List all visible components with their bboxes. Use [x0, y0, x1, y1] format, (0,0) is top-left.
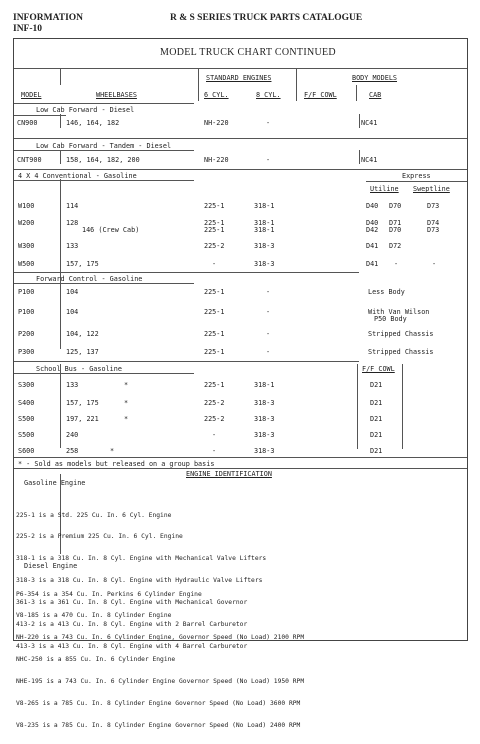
- table-row: S300: [18, 381, 35, 389]
- list-item: NH-220 is a 743 Cu. In. 6 Cylinder Engine, Governor Speed (No Load) 2100 RPM: [16, 634, 305, 642]
- header-standard-engines: STANDARD ENGINES: [206, 74, 272, 82]
- col-6cyl: 6 CYL.: [204, 91, 229, 99]
- table-row: W200: [18, 219, 35, 227]
- table-row: P300: [18, 348, 35, 356]
- list-item: NHE-195 is a 743 Cu. In. 6 Cylinder Engine Governor Speed (No Load) 1950 RPM: [16, 678, 305, 686]
- col-8cyl: 8 CYL.: [256, 91, 281, 99]
- list-item: 318-3 is a 318 Cu. In. 8 Cyl. Engine with Hydraulic Valve Lifters: [16, 577, 263, 585]
- col-wheelbases: WHEELBASES: [96, 91, 137, 99]
- col-cab: CAB: [369, 91, 382, 99]
- header-catalogue-title: R & S SERIES TRUCK PARTS CATALOGUE: [170, 13, 363, 23]
- table-row: S400: [18, 399, 35, 407]
- table-row: S500: [18, 431, 35, 439]
- table-row: P100: [18, 288, 35, 296]
- chart-frame: MODEL TRUCK CHART CONTINUED STANDARD ENGINES BODY MODELS MODEL WHEELBASES 6 CYL. 8 CYL. F/F COWL CAB Low Cab Forward - Diesel CN900 146, 164, 182 NH-220 - NC41 Low Cab Forward - Tandem - Diesel CNT900 158, 164, 182, 200 NH-220 - NC41 4 X 4 Conventional - Gasoline Express Utiline Sweptline W100 114 225-1 318-1 D40 D70 D73 W200 128 146 (Crew Cab) 225-1 225-1 318-1 318-1 D40 D42 D71 D70 D74 D73 W300 133 225-2 318-3 D41 D72 W500 157, 175 - 318-3 D41 - - Forward Control - Gasoline P100 104 225-1 - Less Body P100 104 225-1 - With Van Wilson P50 Body P200 104, 122 225-1 - Stripped Chassis P300 125, 137 225-1 - Stripped Chassis School Bus - Gasoline F/F COWL S300 133 * 225-1 318-1 D21 S400 157, 175 * 225-2 318-3 D21 S500 197, 221 * 225-2 318-3 D21 S500 240 - 318-3 D21 S600 258 * - 318-3 D21 * - Sold as models but released on a group basis ENGINE IDENTIFICATION Gasoline Engine 225-1 is a Std. 225 Cu. In. 6 Cyl. Engine 225-2 is a Premium 225 Cu. In. 6 Cyl. Engine 318-1 is a 318 Cu. In. 8 Cyl. Engine with Mechanical Valve Lifters 318-3 is a 318 Cu. In. 8 Cyl. Engine with Hydraulic Valve Lifters 361-3 is a 361 Cu. In. 8 Cyl. Engine with Mechanical Governor 413-2 is a 413 Cu. In. 8 Cyl. Engine with 2 Barrel Carburetor 413-3 is a 413 Cu. In. 8 Cyl. Engine with 4 Barrel Carburetor Diesel Engine P6-354 is a 354 Cu. In. Perkins 6 Cylinder Engine V8-185 is a 470 Cu. In. 8 Cylinder Engine NH-220 is a 743 Cu. In. 6 Cylinder Engine, Governor Speed (No Load) 2100 RPM NHC-250 is a 855 Cu. In. 6 Cylinder Engine NHE-195 is a 743 Cu. In. 6 Cylinder Engine Governor Speed (No Load) 1950 RPM V8-265 is a 785 Cu. In. 8 Cylinder Engine Governor Speed (No Load) 3600 RPM V8-235 is a 785 Cu. In. 8 Cylinder Engine Governor Speed (No Load) 2400 RPM: [13, 38, 468, 641]
- section-school-bus: School Bus - Gasoline: [36, 365, 122, 373]
- header-code: INF-10: [13, 24, 43, 34]
- list-item: 225-1 is a Std. 225 Cu. In. 6 Cyl. Engine: [16, 511, 172, 519]
- table-row: W300: [18, 242, 35, 250]
- list-item: V8-265 is a 785 Cu. In. 8 Cylinder Engine Governor Speed (No Load) 3600 RPM: [16, 700, 301, 708]
- header-body-models: BODY MODELS: [352, 74, 398, 82]
- list-item: NHC-250 is a 855 Cu. In. 6 Cylinder Engine: [16, 656, 176, 664]
- list-item: V8-185 is a 470 Cu. In. 8 Cylinder Engine: [16, 612, 172, 620]
- table-row: W100: [18, 202, 35, 210]
- footnote: * - Sold as models but released on a group basis: [18, 460, 215, 468]
- list-item: 225-2 is a Premium 225 Cu. In. 6 Cyl. Engine: [16, 533, 183, 541]
- list-item: 318-1 is a 318 Cu. In. 8 Cyl. Engine with Mechanical Valve Lifters: [16, 555, 267, 563]
- chart-title: MODEL TRUCK CHART CONTINUED: [160, 47, 336, 58]
- table-row: P200: [18, 330, 35, 338]
- utiline-label: Utiline: [370, 185, 399, 193]
- list-item: 413-3 is a 413 Cu. In. 8 Cyl. Engine with 4 Barrel Carburetor: [16, 642, 248, 650]
- express-label: Express: [402, 172, 431, 180]
- table-row: S500: [18, 415, 35, 423]
- col-model: MODEL: [21, 91, 42, 99]
- gasoline-heading: Gasoline Engine: [24, 479, 86, 487]
- section-lcf-diesel: Low Cab Forward - Diesel: [36, 106, 135, 114]
- table-row: S600: [18, 447, 35, 455]
- table-row: W500: [18, 260, 35, 268]
- school-ffcowl-header: F/F COWL: [362, 365, 395, 373]
- list-item: P6-354 is a 354 Cu. In. Perkins 6 Cylinder Engine: [16, 590, 202, 598]
- diesel-heading: Diesel Engine: [24, 562, 78, 570]
- list-item: V8-235 is a 785 Cu. In. 8 Cylinder Engine Governor Speed (No Load) 2400 RPM: [16, 721, 301, 729]
- list-item: 361-3 is a 361 Cu. In. 8 Cyl. Engine with Mechanical Governor: [16, 599, 248, 607]
- section-forward-control: Forward Control - Gasoline: [36, 275, 143, 283]
- table-row: CN900: [17, 119, 38, 127]
- col-ffcowl: F/F COWL: [304, 91, 337, 99]
- section-lcf-tandem-diesel: Low Cab Forward - Tandem - Diesel: [36, 142, 172, 150]
- table-row: P100: [18, 308, 35, 316]
- diesel-engine-list: [16, 576, 304, 744]
- list-item: 413-2 is a 413 Cu. In. 8 Cyl. Engine with 2 Barrel Carburetor: [16, 621, 248, 629]
- header-info: INFORMATION: [13, 13, 84, 23]
- table-row: CNT900: [17, 156, 42, 164]
- sweptline-label: Sweptline: [413, 185, 450, 193]
- engine-id-title: ENGINE IDENTIFICATION: [186, 470, 272, 478]
- section-4x4-conventional: 4 X 4 Conventional - Gasoline: [18, 172, 137, 180]
